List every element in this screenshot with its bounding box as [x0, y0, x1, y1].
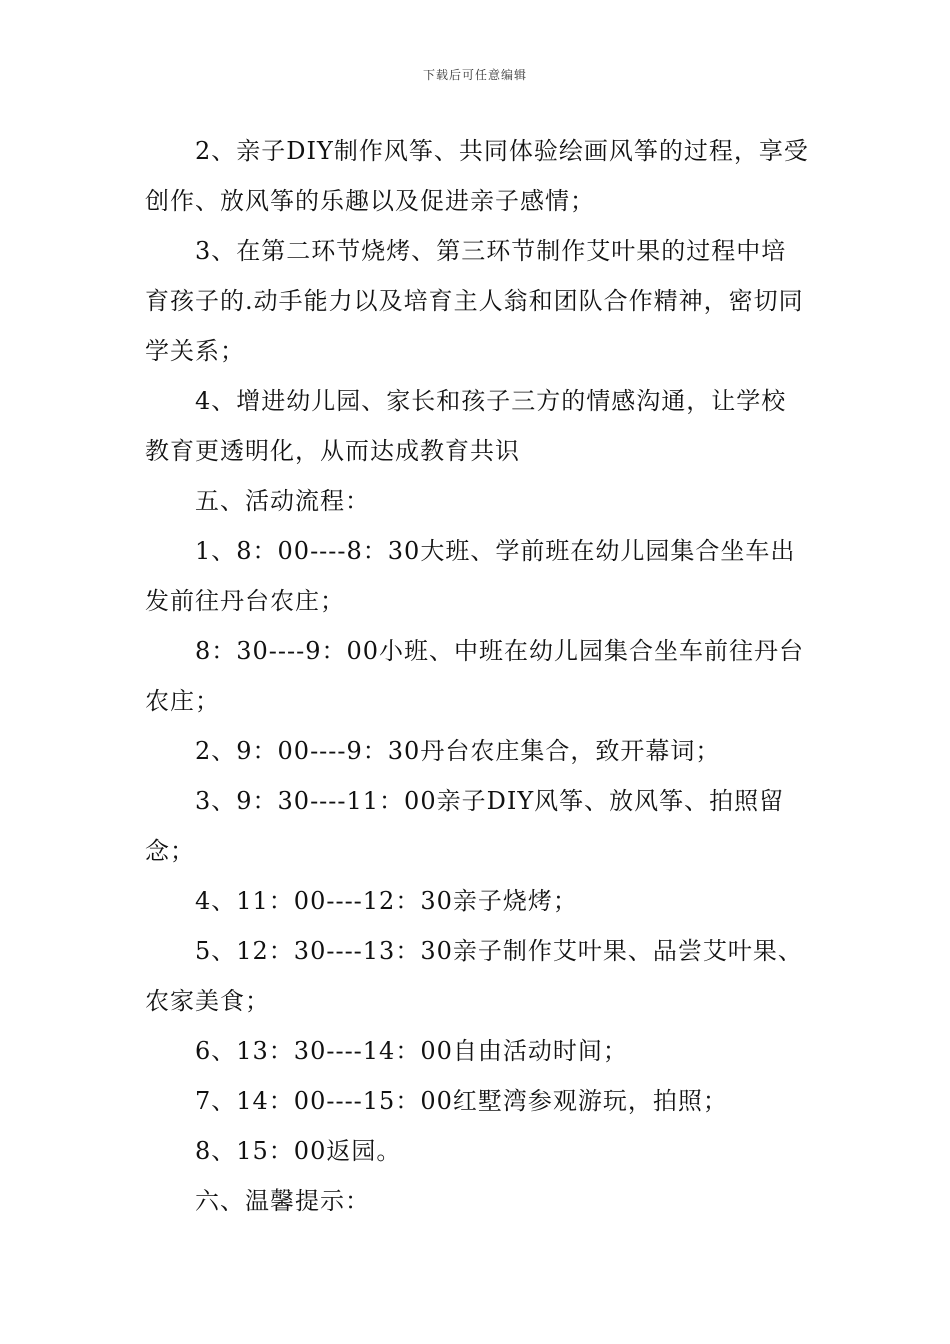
section-heading-reminders: 六、温馨提示： [195, 1187, 370, 1215]
flow-item-3: 3、9：30----11：00亲子DIY风筝、放风筝、拍照留念； [145, 787, 785, 865]
document-body [145, 126, 810, 1226]
paragraph-goal-4: 4、增进幼儿园、家长和孩子三方的情感沟通，让学校教育更透明化，从而达成教育共识 [145, 387, 787, 465]
flow-item-6: 6、13：30----14：00自由活动时间； [195, 1037, 628, 1065]
page-header: 下载后可任意编辑 [422, 68, 527, 82]
paragraph-goal-3: 3、在第二环节烧烤、第三环节制作艾叶果的过程中培育孩子的.动手能力以及培育主人翁和团队合作精神，密切同学关系； [145, 237, 804, 365]
paragraph-goal-2: 2、亲子DIY制作风筝、共同体验绘画风筝的过程，享受创作、放风筝的乐趣以及促进亲子感情； [145, 137, 809, 215]
flow-item-8: 8、15：00返园。 [195, 1137, 402, 1165]
section-heading-activity-flow: 五、活动流程： [195, 487, 370, 515]
flow-item-1: 1、8：00----8：30大班、学前班在幼儿园集合坐车出发前往丹台农庄； [145, 537, 796, 615]
flow-item-5: 5、12：30----13：30亲子制作艾叶果、品尝艾叶果、农家美食； [145, 937, 803, 1015]
flow-item-4: 4、11：00----12：30亲子烧烤； [195, 887, 578, 915]
flow-item-2: 2、9：00----9：30丹台农庄集合，致开幕词； [195, 737, 721, 765]
flow-item-7: 7、14：00----15：00红墅湾参观游玩，拍照； [195, 1087, 728, 1115]
flow-item-1b: 8：30----9：00小班、中班在幼儿园集合坐车前往丹台农庄； [145, 637, 805, 715]
